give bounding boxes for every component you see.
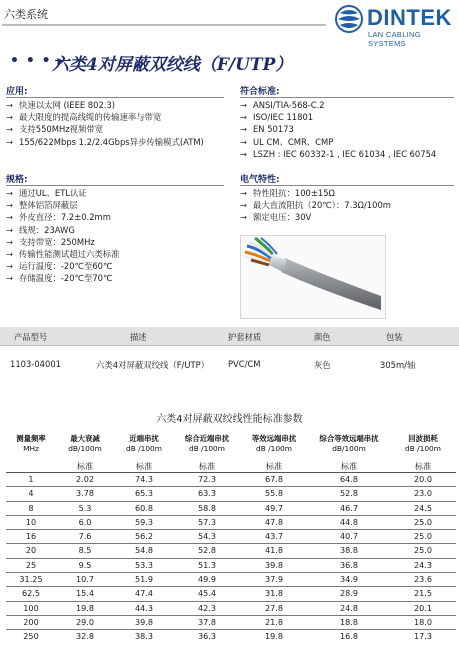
standards-rule: [240, 97, 454, 98]
value-cell: 65.3: [114, 487, 174, 501]
value-cell: 47.8: [240, 515, 308, 529]
value-cell: 64.8: [308, 473, 390, 487]
value-cell: 10.7: [56, 573, 114, 587]
performance-table: [6, 434, 456, 644]
list-item-text: 额定电压：30V: [253, 212, 312, 223]
arrow-right-icon: →: [6, 124, 14, 135]
value-cell: 9.5: [56, 558, 114, 572]
performance-standard-row: [6, 460, 456, 473]
table-row: [6, 558, 456, 572]
list-item: [6, 211, 120, 223]
performance-column-header: [308, 434, 390, 460]
value-cell: 20.1: [390, 601, 456, 615]
list-item: [240, 199, 391, 211]
column-header-name: 综合近端串扰: [184, 434, 230, 443]
applications-heading: 应用:: [6, 87, 28, 97]
column-header-unit: dB /100m: [126, 444, 162, 453]
product-package: 305m/轴: [380, 360, 416, 370]
list-item: [6, 272, 120, 284]
value-cell: 74.3: [114, 473, 174, 487]
list-item-text: LSZH : IEC 60332-1 , IEC 61034 , IEC 60754: [253, 148, 437, 159]
list-item: [6, 236, 120, 248]
value-cell: 15.4: [56, 587, 114, 601]
column-header-name: 最大衰减: [70, 434, 100, 443]
standards-heading: 符合标准:: [240, 87, 280, 97]
specs-list: [6, 187, 120, 285]
value-cell: 23.0: [390, 487, 456, 501]
applications-rule: [6, 97, 224, 98]
list-item: [6, 187, 120, 199]
value-cell: 45.4: [174, 587, 240, 601]
value-cell: 24.3: [390, 558, 456, 572]
list-item-text: EN 50173: [253, 124, 294, 135]
specs-rule: [6, 185, 224, 186]
performance-table-title: 六类4对屏蔽双绞线性能标准参数: [156, 414, 303, 425]
standards-list: [240, 99, 436, 160]
value-cell: 19.8: [264, 631, 284, 642]
value-cell: 29.0: [56, 615, 114, 629]
value-cell: 28.9: [308, 587, 390, 601]
logo-name: DINTEK: [367, 5, 452, 30]
arrow-right-icon: →: [6, 100, 14, 110]
value-cell: 20.0: [390, 473, 456, 487]
column-header-name: 近端串扰: [129, 434, 159, 443]
arrow-right-icon: →: [240, 200, 248, 211]
list-item: [6, 99, 204, 111]
value-cell: 24.8: [308, 601, 390, 615]
value-cell: 60.8: [114, 501, 174, 515]
value-cell: 42.3: [174, 601, 240, 615]
performance-table-body: [6, 460, 456, 644]
table-row: [6, 615, 456, 629]
list-item-text: 线规：23AWG: [19, 224, 75, 235]
frequency-cell: 250: [23, 631, 39, 642]
value-cell: 44.3: [114, 601, 174, 615]
value-cell: 25.0: [390, 515, 456, 529]
arrow-right-icon: →: [240, 136, 248, 147]
performance-column-header: [56, 434, 114, 460]
list-item: [6, 199, 120, 211]
product-jacket: PVC/CM: [228, 359, 261, 369]
value-cell: 21.8: [240, 615, 308, 629]
value-cell: 27.8: [240, 601, 308, 615]
value-cell: 39.8: [114, 615, 174, 629]
frequency-cell: 200: [6, 615, 56, 629]
value-cell: 63.3: [174, 487, 240, 501]
list-item: [240, 111, 436, 123]
arrow-right-icon: →: [6, 236, 14, 247]
column-header-unit: dB /100m: [405, 444, 441, 453]
product-table-header: [0, 327, 459, 346]
standard-label-cell: 标准: [308, 460, 390, 473]
value-cell: 54.8: [114, 544, 174, 558]
list-item-text: 外皮直径：7.2±0.2mm: [19, 212, 111, 223]
arrow-right-icon: →: [6, 273, 14, 284]
section-label: 六类系统: [4, 8, 48, 21]
value-cell: 46.7: [308, 501, 390, 515]
value-cell: 31.8: [240, 587, 308, 601]
table-row: [6, 530, 456, 544]
value-cell: 52.8: [308, 487, 390, 501]
column-header-name: 测量频率: [16, 434, 46, 443]
value-cell: 49.9: [174, 573, 240, 587]
frequency-cell: 4: [6, 487, 56, 501]
value-cell: 25.0: [390, 544, 456, 558]
value-cell: 18.0: [390, 615, 456, 629]
list-item-text: 支持550MHz视频带宽: [19, 124, 104, 135]
table-row: [6, 587, 456, 601]
table-row: [6, 601, 456, 615]
applications-list: [6, 99, 204, 148]
column-header-unit: MHz: [23, 444, 39, 453]
list-item-text: 支持带宽：250MHz: [19, 236, 95, 247]
value-cell: 41.8: [240, 544, 308, 558]
value-cell: 58.8: [174, 501, 240, 515]
product-color: 灰色: [314, 360, 331, 370]
list-item: [240, 187, 391, 199]
list-item-text: 最大直流阻抗（20℃）：7.3Ω/100m: [253, 200, 391, 211]
value-cell: 17.3: [413, 631, 433, 642]
value-cell: 5.3: [56, 501, 114, 515]
performance-column-header: [390, 434, 456, 460]
list-item: [240, 136, 436, 148]
standard-label-cell: 标准: [56, 460, 114, 473]
standard-label-cell: [6, 460, 56, 473]
arrow-right-icon: →: [6, 188, 14, 198]
column-header-unit: dB/100m: [332, 444, 366, 453]
table-row: [6, 630, 456, 644]
value-cell: 34.9: [308, 573, 390, 587]
list-item-text: 存储温度：-20℃至70℃: [19, 273, 113, 284]
column-header-unit: dB /100m: [256, 444, 292, 453]
arrow-right-icon: →: [6, 200, 14, 211]
logo-tagline: LAN CABLING SYSTEMS: [368, 30, 421, 48]
list-item: [240, 99, 436, 111]
header-model: 产品型号: [14, 332, 48, 342]
arrow-right-icon: →: [240, 100, 248, 110]
list-item: [6, 260, 120, 272]
value-cell: 36.3: [197, 631, 217, 642]
list-item: [240, 211, 391, 223]
table-row: [6, 487, 456, 501]
arrow-right-icon: →: [240, 148, 248, 159]
performance-column-header: [174, 434, 240, 460]
value-cell: 32.8: [75, 631, 95, 642]
value-cell: 43.7: [240, 530, 308, 544]
list-item-text: 传输性能测试超过六类标准: [19, 249, 120, 260]
column-header-unit: dB/100m: [68, 444, 102, 453]
globe-logo-icon: [334, 4, 364, 34]
list-item-text: ANSI/TIA-568-C.2: [253, 100, 325, 110]
value-cell: 57.3: [174, 515, 240, 529]
header-color: 颜色: [314, 332, 331, 342]
list-item: [6, 248, 120, 260]
standard-label-cell: 标准: [390, 460, 456, 473]
list-item-text: 特性阻抗：100±15Ω: [253, 188, 335, 198]
list-item-text: 155/622Mbps 1.2/2.4Gbps异步传输模式(ATM): [19, 136, 204, 147]
product-description: 六类4对屏蔽双绞线（F/UTP）: [96, 360, 210, 370]
table-row: [6, 544, 456, 558]
value-cell: 55.8: [240, 487, 308, 501]
value-cell: 38.8: [308, 544, 390, 558]
value-cell: 7.6: [56, 530, 114, 544]
performance-column-header: [6, 434, 56, 460]
arrow-right-icon: →: [240, 212, 248, 223]
value-cell: 18.8: [308, 615, 390, 629]
arrow-right-icon: →: [240, 124, 248, 135]
standard-label-cell: 标准: [174, 460, 240, 473]
value-cell: 52.8: [174, 544, 240, 558]
value-cell: 16.8: [339, 631, 359, 642]
arrow-right-icon: →: [240, 112, 248, 123]
value-cell: 36.8: [308, 558, 390, 572]
value-cell: 8.5: [56, 544, 114, 558]
performance-header-row: [6, 434, 456, 460]
list-item: [6, 136, 204, 148]
table-row: [6, 515, 456, 529]
value-cell: 59.3: [114, 515, 174, 529]
value-cell: 53.3: [114, 558, 174, 572]
column-header-unit: dB /100m: [189, 444, 225, 453]
value-cell: 3.78: [56, 487, 114, 501]
frequency-cell: 16: [6, 530, 56, 544]
table-row: [6, 473, 456, 487]
list-item-text: 最大限度的提高线缆的传输速率与带宽: [19, 112, 162, 123]
arrow-right-icon: →: [6, 112, 14, 123]
frequency-cell: 8: [6, 501, 56, 515]
arrow-right-icon: →: [6, 224, 14, 235]
list-item-text: 通过UL、ETL认证: [19, 188, 87, 198]
value-cell: 49.7: [240, 501, 308, 515]
electrical-rule: [240, 185, 454, 186]
product-model: 1103-04001: [10, 359, 61, 369]
list-item-text: ISO/IEC 11801: [253, 112, 314, 123]
value-cell: 40.7: [308, 530, 390, 544]
arrow-right-icon: →: [6, 261, 14, 272]
value-cell: 37.9: [240, 573, 308, 587]
title-arrows: • • • ▸: [10, 53, 66, 69]
value-cell: 56.2: [114, 530, 174, 544]
list-item-text: 快速以太网 (IEEE 802.3): [19, 100, 116, 110]
value-cell: 24.5: [390, 501, 456, 515]
header-description: 描述: [130, 332, 147, 342]
standard-label-cell: 标准: [114, 460, 174, 473]
value-cell: 72.3: [174, 473, 240, 487]
value-cell: 44.8: [308, 515, 390, 529]
header-rule: [2, 24, 326, 26]
list-item-text: 整体铝箔屏蔽层: [19, 200, 78, 211]
list-item: [6, 224, 120, 236]
list-item: [6, 123, 204, 135]
value-cell: 37.8: [174, 615, 240, 629]
performance-column-header: [114, 434, 174, 460]
value-cell: 51.3: [174, 558, 240, 572]
performance-column-header: [240, 434, 308, 460]
value-cell: 39.8: [240, 558, 308, 572]
header-package: 包装: [386, 332, 403, 342]
value-cell: 6.0: [56, 515, 114, 529]
column-header-name: 综合等效远端串扰: [319, 434, 379, 443]
arrow-right-icon: →: [6, 136, 14, 147]
dintek-logo: [334, 4, 456, 48]
frequency-cell: 1: [6, 473, 56, 487]
value-cell: 47.4: [114, 587, 174, 601]
list-item: [6, 111, 204, 123]
column-header-name: 回波损耗: [408, 434, 438, 443]
value-cell: 54.3: [174, 530, 240, 544]
frequency-cell: 31.25: [6, 573, 56, 587]
arrow-right-icon: →: [6, 249, 14, 260]
column-header-name: 等效远端串扰: [251, 434, 297, 443]
arrow-right-icon: →: [240, 188, 248, 198]
value-cell: 25.0: [390, 530, 456, 544]
value-cell: 38.3: [134, 631, 154, 642]
table-row: [6, 501, 456, 515]
header-jacket: 护套材质: [228, 332, 262, 342]
frequency-cell: 20: [6, 544, 56, 558]
value-cell: 67.8: [240, 473, 308, 487]
list-item-text: UL CM、CMR、CMP: [253, 136, 334, 147]
electrical-heading: 电气特性:: [240, 175, 280, 185]
page-title: 六类4对屏蔽双绞线（F/UTP）: [52, 55, 293, 75]
value-cell: 51.9: [114, 573, 174, 587]
list-item: [240, 123, 436, 135]
frequency-cell: 62.5: [6, 587, 56, 601]
frequency-cell: 100: [6, 601, 56, 615]
specs-heading: 规格:: [6, 175, 28, 185]
value-cell: 23.6: [390, 573, 456, 587]
value-cell: 19.8: [56, 601, 114, 615]
arrow-right-icon: →: [6, 212, 14, 223]
cable-illustration: [241, 236, 385, 318]
value-cell: 2.02: [56, 473, 114, 487]
list-item-text: 运行温度：-20℃至60℃: [19, 261, 113, 272]
frequency-cell: 25: [6, 558, 56, 572]
table-row: [6, 573, 456, 587]
value-cell: 21.5: [390, 587, 456, 601]
standard-label-cell: 标准: [240, 460, 308, 473]
frequency-cell: 10: [6, 515, 56, 529]
list-item: [240, 148, 436, 160]
electrical-list: [240, 187, 391, 224]
cable-photo: [240, 235, 386, 319]
